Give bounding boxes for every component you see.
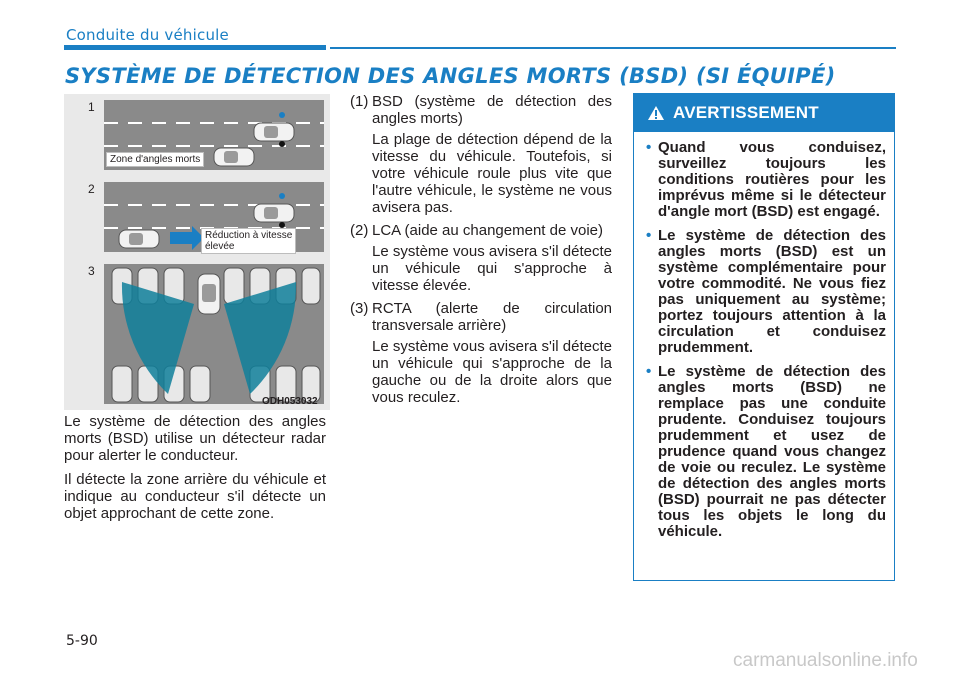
car-panel1-a [254,123,294,141]
bullet-icon: • [646,227,652,244]
item-title: BSD (système de détection des angles morts) [372,93,612,127]
speed-label-line1: Réduction à vitesse [205,230,293,241]
item-number: (2) [350,222,369,239]
page-title: SYSTÈME DE DÉTECTION DES ANGLES MORTS (BSD) (SI ÉQUIPÉ) [65,64,836,88]
header-rule-thin [330,47,896,49]
bullet-icon: • [646,363,652,380]
warning-heading: AVERTISSEMENT [673,103,819,122]
intro-paragraph-2: Il détecte la zone arrière du véhicule et indique au conducteur s'il détecte un objet approchant de cette zone. [64,471,326,522]
list-item [350,300,612,406]
figure-number-2: 2 [88,182,95,196]
warning-item [646,364,886,540]
list-item [350,222,612,294]
left-column [64,413,326,529]
bsd-figure [64,94,330,410]
figure-code: ODH053032 [262,396,318,407]
warning-text: Le système de détection des angles morts (BSD) ne remplace pas une conduite prudente. Conduisez toujours prudemment et usez de prudence quand vous changez de voie ou reculez. Le système de détection des angles morts (BSD) pourrait ne pas détecter tous les objets le long du véhicule. [658,363,886,540]
reversing-car [198,274,220,314]
car-panel2-b [119,230,159,248]
list-item [350,93,612,216]
warning-triangle-icon [647,105,665,121]
figure-number-3: 3 [88,264,95,278]
item-title: RCTA (alerte de circulation transversale arrière) [372,300,612,334]
item-title: LCA (aide au changement de voie) [372,222,603,239]
car-panel2-a [254,204,294,222]
item-description: Le système vous avisera s'il détecte un véhicule qui s'approche de la gauche ou de la droite alors que vous reculez. [372,338,612,406]
item-description: La plage de détection dépend de la vitesse du véhicule. Toutefois, si votre véhicule roule plus vite que l'autre véhicule, le système ne vous avisera pas. [372,131,612,216]
item-description: Le système vous avisera s'il détecte un véhicule qui s'approche à vitesse élevée. [372,243,612,294]
warning-item [646,228,886,356]
header-rule-thick [64,45,326,50]
section-label: Conduite du véhicule [66,26,229,44]
item-number: (1) [350,93,369,110]
zone-label: Zone d'angles morts [106,152,204,167]
bullet-icon: • [646,139,652,156]
middle-column [350,93,612,412]
warning-text: Le système de détection des angles morts (BSD) est un système complémentaire pour votre commodité. Ne vous fiez pas uniquement au système; portez toujours attention à la circulation et conduisez prudemment. [658,227,886,356]
warning-item [646,140,886,220]
warning-box [633,93,895,581]
watermark: carmanualsonline.info [733,650,918,671]
intro-paragraph-1: Le système de détection des angles morts (BSD) utilise un détecteur radar pour alerter le conducteur. [64,413,326,464]
figure-number-1: 1 [88,100,95,114]
item-number: (3) [350,300,369,317]
warning-list [634,132,894,540]
warning-header [634,94,894,132]
warning-text: Quand vous conduisez, surveillez toujours les conditions routières pour les imprévus même si le détecteur d'angle mort (BSD) est engagé. [658,139,886,220]
speed-label [201,228,296,254]
speed-label-line2: élevée [205,241,235,252]
car-panel1-b [214,148,254,166]
page-number: 5-90 [66,633,98,649]
